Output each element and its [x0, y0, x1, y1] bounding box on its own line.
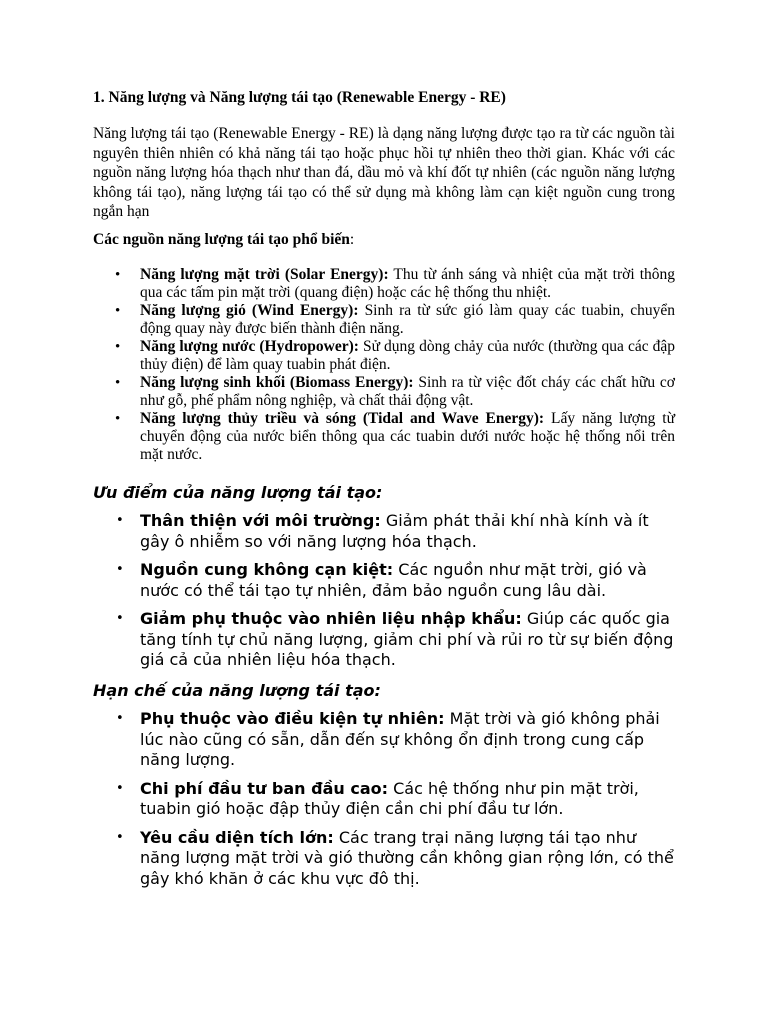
list-item: [93, 609, 675, 671]
sources-heading: [93, 230, 675, 250]
limitations-heading: Hạn chế của năng lượng tái tạo:: [93, 681, 381, 700]
list-item: [93, 709, 675, 771]
item-desc: Sử dụng dòng chảy của nước (thường qua các đập thủy điện) để làm quay tuabin phát điện.: [140, 338, 676, 373]
bullet-icon: •: [115, 303, 121, 319]
list-item: [93, 302, 675, 338]
list-item: [93, 779, 675, 820]
intro-paragraph: Năng lượng tái tạo (Renewable Energy - RE) là dạng năng lượng được tạo ra từ các nguồn tài nguyên thiên nhiên có khả năng tái tạo hoặc phục hồi tự nhiên theo thời gian. Khác với các nguồn năng lượng hóa thạch như than đá, dầu mỏ và khí đốt tự nhiên (các nguồn năng lượng không tái tạo), năng lượng tái tạo có thể sử dụng mà không làm cạn kiệt nguồn cung trong ngắn hạn: [93, 125, 675, 220]
list-item: [93, 266, 675, 302]
limitations-list: [93, 709, 675, 897]
bullet-icon: •: [116, 780, 124, 796]
bullet-icon: •: [116, 513, 124, 528]
bullet-icon: •: [115, 375, 121, 391]
bullet-icon: •: [115, 411, 121, 427]
list-item: [93, 560, 675, 601]
bullet-icon: •: [116, 829, 124, 845]
item-term: Phụ thuộc vào điều kiện tự nhiên:: [140, 709, 445, 728]
item-desc: Giúp các quốc gia tăng tính tự chủ năng lượng, giảm chi phí và rủi ro từ sự biến động giá cả của nhiên liệu hóa thạch.: [140, 609, 674, 669]
item-term: Thân thiện với môi trường:: [140, 511, 381, 530]
item-term: Yêu cầu diện tích lớn:: [140, 827, 334, 847]
bullet-icon: •: [116, 562, 124, 577]
item-term: Nguồn cung không cạn kiệt:: [140, 560, 394, 579]
item-term: Năng lượng thủy triều và sóng (Tidal and Wave Energy):: [140, 410, 545, 427]
item-term: Chi phí đầu tư ban đầu cao:: [140, 778, 388, 798]
item-term: Năng lượng gió (Wind Energy):: [140, 302, 359, 319]
bullet-icon: •: [115, 339, 121, 355]
list-item: [93, 410, 675, 464]
item-desc: Lấy năng lượng từ chuyển động của nước biển thông qua các tuabin dưới nước hoặc hệ thống nổi trên mặt nước.: [140, 410, 675, 463]
list-item: [93, 828, 675, 890]
item-term: Năng lượng nước (Hydropower):: [140, 338, 359, 355]
bullet-icon: •: [115, 267, 121, 283]
item-term: Năng lượng mặt trời (Solar Energy):: [140, 266, 389, 283]
list-item: [93, 338, 675, 374]
item-desc: Các trang trại năng lượng tái tạo như năng lượng mặt trời và gió thường cần không gian rộng lớn, có thể gây khó khăn ở các khu vực đô thị.: [140, 827, 674, 888]
sources-heading-colon: :: [349, 231, 355, 248]
item-desc: Giảm phát thải khí nhà kính và ít gây ô nhiễm so với năng lượng hóa thạch.: [140, 511, 649, 551]
item-desc: Các hệ thống như pin mặt trời, tuabin gió hoặc đập thủy điện cần chi phí đầu tư lớn.: [140, 778, 639, 818]
item-desc: Mặt trời và gió không phải lúc nào cũng có sẵn, dẫn đến sự không ổn định trong cung cấp năng lượng.: [140, 709, 660, 769]
item-desc: Sinh ra từ sức gió làm quay các tuabin, chuyển động quay này được biến thành điện năng.: [140, 302, 675, 337]
item-desc: Sinh ra từ việc đốt cháy các chất hữu cơ như gỗ, phế phẩm nông nghiệp, và chất thải động vật.: [140, 374, 675, 409]
item-desc: Thu từ ánh sáng và nhiệt của mặt trời thông qua các tấm pin mặt trời (quang điện) hoặc các hệ thống thu nhiệt.: [140, 266, 675, 301]
sources-list: [93, 266, 675, 464]
advantages-heading: Ưu điểm của năng lượng tái tạo:: [93, 483, 383, 502]
item-term: Giảm phụ thuộc vào nhiên liệu nhập khẩu:: [140, 609, 522, 628]
item-desc: Các nguồn như mặt trời, gió và nước có thể tái tạo tự nhiên, đảm bảo nguồn cung lâu dài.: [140, 560, 647, 600]
advantages-list: [93, 511, 675, 679]
list-item: [93, 511, 675, 552]
bullet-icon: •: [116, 611, 124, 626]
item-term: Năng lượng sinh khối (Biomass Energy):: [140, 374, 414, 391]
sources-heading-text: Các nguồn năng lượng tái tạo phổ biến: [93, 231, 350, 248]
bullet-icon: •: [116, 711, 124, 726]
section-heading: 1. Năng lượng và Năng lượng tái tạo (Renewable Energy - RE): [93, 89, 506, 106]
list-item: [93, 374, 675, 410]
